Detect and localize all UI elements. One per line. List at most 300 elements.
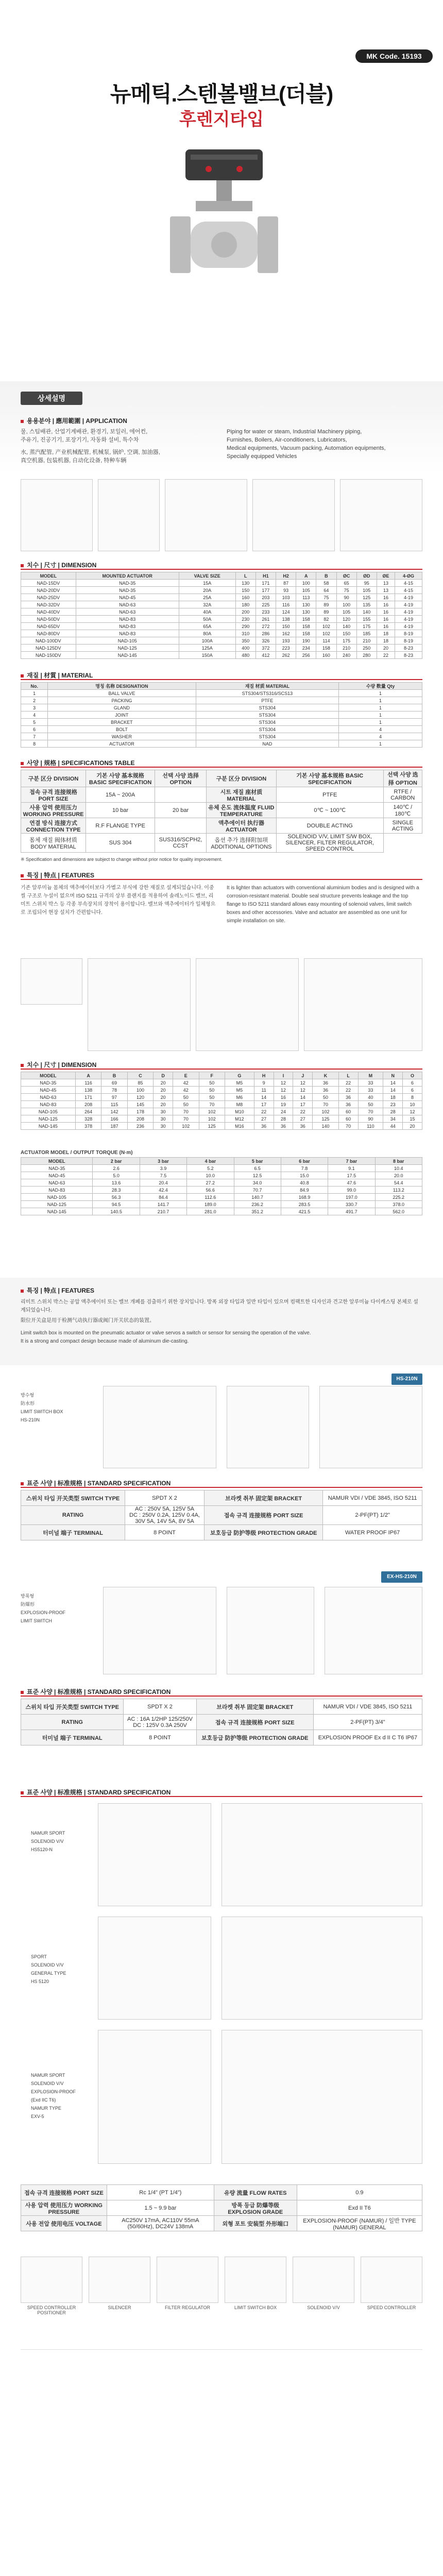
spec-cell: 스위치 타입 开关类型 SWITCH TYPE — [21, 1699, 124, 1715]
table-row — [21, 1108, 422, 1115]
spec-cell: 방폭 등급 防爆等级 EXPLOSION GRADE — [214, 2200, 297, 2216]
table-cell: 8-23 — [395, 652, 422, 659]
column-header: L — [338, 1072, 358, 1079]
table-cell: 22 — [293, 1108, 313, 1115]
table-cell: NAD-80DV — [21, 630, 76, 637]
spec-cell: 10 bar — [86, 803, 155, 818]
spec-cell: NAMUR VDI / VDE 3845, ISO 5211 — [313, 1699, 422, 1715]
table-cell: 16 — [377, 608, 395, 616]
spec-cell: 20 bar — [155, 803, 207, 818]
table-cell: STS304 — [196, 711, 339, 719]
table-cell: NAD-100DV — [21, 637, 76, 645]
table-cell: 20 — [154, 1101, 173, 1108]
accessory-item — [21, 2257, 82, 2315]
table-cell: 82 — [316, 616, 336, 623]
table-cell: 116 — [276, 601, 296, 608]
table-cell: 36 — [254, 1123, 274, 1130]
drawing-section — [252, 479, 335, 551]
spec1-table — [21, 770, 422, 853]
table-cell: 178 — [127, 1108, 153, 1115]
table-cell: 95 — [356, 580, 377, 587]
table-cell: 256 — [296, 652, 316, 659]
table-cell: NAD-125 — [21, 1115, 76, 1123]
spec-cell: SPDT X 2 — [124, 1699, 196, 1715]
table-cell: NAD-145 — [21, 1123, 76, 1130]
table-cell: 150 — [235, 587, 255, 594]
ex-drawing-b — [325, 1587, 422, 1674]
table-cell: 33 — [358, 1087, 383, 1094]
table-cell: 140.5 — [93, 1208, 140, 1215]
table-cell: 14 — [383, 1079, 403, 1087]
table-cell: 50 — [199, 1087, 225, 1094]
spec1-heading: 사양 | 规格 | SPECIFICATIONS TABLE — [21, 758, 134, 767]
table-cell: 378.0 — [375, 1201, 422, 1208]
table-cell: 135 — [356, 601, 377, 608]
table-cell: 4 — [339, 733, 422, 740]
table-cell: NAD-35 — [21, 1165, 93, 1172]
table-cell: NAD-125DV — [21, 645, 76, 652]
table-cell: 1 — [339, 697, 422, 704]
table-cell: NAD-145 — [76, 652, 179, 659]
table-cell: 28 — [383, 1108, 403, 1115]
spec-cell: 8 POINT — [125, 1525, 205, 1540]
table-cell: 50 — [173, 1094, 199, 1101]
table-cell: 110 — [358, 1123, 383, 1130]
column-header: ØC — [336, 572, 356, 580]
table-cell: M5 — [225, 1087, 254, 1094]
product-photo-small — [98, 479, 160, 551]
table-cell: 14 — [383, 1087, 403, 1094]
table-cell: 8-19 — [395, 630, 422, 637]
table-cell: NAD-63 — [21, 1094, 76, 1101]
spec-cell — [155, 818, 207, 834]
table-cell: 1 — [339, 690, 422, 697]
spec-cell: 보호등급 防护等级 PROTECTION GRADE — [196, 1730, 313, 1745]
hs-label: 방수형 防水形 LIMIT SWITCH BOX HS-210N — [21, 1393, 63, 1422]
table-cell: NAD-50DV — [21, 616, 76, 623]
table-cell: 158 — [296, 616, 316, 623]
table-cell: 272 — [255, 623, 276, 630]
table-cell: 175 — [356, 623, 377, 630]
table-row — [21, 1187, 422, 1194]
table-cell: 12 — [293, 1087, 313, 1094]
table-cell: 13 — [377, 580, 395, 587]
table-cell: 50 — [313, 1094, 338, 1101]
solenoid-label-1: NAMUR SPORT SOLENOID V/V HS5120-N — [31, 1831, 65, 1852]
table-cell: 50 — [358, 1101, 383, 1108]
detail-tag: 상세설명 — [21, 392, 82, 405]
spec-cell: WATER PROOF IP67 — [323, 1525, 422, 1540]
table-cell: NAD-83 — [21, 1101, 76, 1108]
table-cell: 412 — [255, 652, 276, 659]
table-cell: 160 — [235, 594, 255, 601]
table-cell: 5 — [21, 719, 48, 726]
table-header-row — [21, 683, 422, 690]
ex-divider — [21, 1696, 422, 1697]
table-cell: 60 — [338, 1115, 358, 1123]
features1-heading: 특징 | 特点 | FEATURES — [21, 871, 94, 879]
accessory-item — [157, 2257, 218, 2315]
column-header: F — [199, 1072, 225, 1079]
accessory-item — [361, 2257, 422, 2315]
table-cell: WASHER — [48, 733, 196, 740]
spec-cell: 시트 재질 座材质 MATERIAL — [207, 787, 277, 803]
table-cell: 125A — [179, 645, 235, 652]
spec-cell: 접속 규격 连接规格 PORT SIZE — [204, 1506, 322, 1525]
ex-spec-heading: 표준 사양 | 标准规格 | STANDARD SPECIFICATION — [21, 1687, 171, 1696]
table-row — [21, 1079, 422, 1087]
table-cell: 75 — [316, 594, 336, 601]
spec-cell: 스위치 타입 开关类型 SWITCH TYPE — [21, 1490, 125, 1506]
table-row — [21, 601, 422, 608]
table-cell: 208 — [127, 1115, 153, 1123]
column-header: H1 — [255, 572, 276, 580]
solenoid-label-3: NAMUR SPORT SOLENOID V/V EXPLOSION-PROOF (Exd IIC T6) NAMUR TYPE EXV-5 — [31, 2073, 76, 2119]
hs-drawing-b — [319, 1386, 422, 1468]
table-cell: 105 — [356, 587, 377, 594]
table-cell: NAD-105 — [76, 637, 179, 645]
accessory-image — [89, 2257, 150, 2303]
spec-cell: 연결 방식 连接方式 CONNECTION TYPE — [21, 818, 86, 834]
table-cell: 234 — [296, 645, 316, 652]
table-cell: 16 — [377, 616, 395, 623]
table-cell: 20 — [154, 1094, 173, 1101]
table-cell: 193 — [276, 637, 296, 645]
table-cell: 102 — [313, 1108, 338, 1115]
table-cell: 17 — [293, 1101, 313, 1108]
column-header: 명칭 名称 DESIGNATION — [48, 683, 196, 690]
table-cell: 99.0 — [328, 1187, 375, 1194]
table-cell: 17.5 — [328, 1172, 375, 1179]
application-text-cn: 水, 蒸汽配管, 产业机械配管, 机械泵, 锅炉, 空调, 加油器, 真空机器, 包装机器, 自动化设备, 特种车辆 — [21, 449, 160, 464]
spec-row — [21, 1715, 422, 1730]
solenoid-photo-1 — [98, 1803, 211, 1906]
table-cell: 3.9 — [140, 1165, 186, 1172]
spec-cell: 선택 사양 选择 OPTION — [383, 770, 422, 787]
table-cell: NAD-83 — [21, 1187, 93, 1194]
product-title: 뉴메틱.스텐볼밸브(더블) — [110, 82, 333, 106]
table-cell: 33 — [358, 1079, 383, 1087]
table-cell: 350 — [235, 637, 255, 645]
limit-features-text-cn: 限位开关盒是用于检测气动执行器或阀门开关状态的装置。 — [21, 1318, 155, 1324]
table-cell: 28 — [274, 1115, 293, 1123]
table-cell: NAD-35 — [76, 587, 179, 594]
table-cell: 87 — [276, 580, 296, 587]
table-cell: 58 — [316, 580, 336, 587]
column-header: K — [313, 1072, 338, 1079]
table-cell: 20.0 — [375, 1172, 422, 1179]
spec1-table-wrap — [21, 770, 422, 853]
table-cell: JOINT — [48, 711, 196, 719]
spec-cell: 선택 사양 选择 OPTION — [155, 770, 207, 787]
table-cell: 236 — [127, 1123, 153, 1130]
hs-photo — [103, 1386, 216, 1468]
table-cell: 22 — [338, 1079, 358, 1087]
table-cell: 54.4 — [375, 1179, 422, 1187]
spec-cell: 접속 규격 连接规格 PORT SIZE — [196, 1715, 313, 1730]
column-header: E — [173, 1072, 199, 1079]
table-cell: 4 — [21, 711, 48, 719]
ex-photo — [103, 1587, 216, 1674]
spec-cell: SINGLE ACTING — [383, 818, 422, 834]
valve-product-image — [165, 139, 283, 294]
table-cell: NAD-145 — [21, 1208, 93, 1215]
table-cell: 145 — [127, 1101, 153, 1108]
table-cell: 23 — [383, 1101, 403, 1108]
table-cell: 142 — [101, 1108, 127, 1115]
solenoid-drawing-2 — [222, 1917, 422, 2020]
column-header: No. — [21, 683, 48, 690]
spec-cell: 외형 포트 安装型 外形端口 — [214, 2216, 297, 2231]
column-header: A — [296, 572, 316, 580]
table-cell: 130 — [235, 580, 255, 587]
table-cell: 102 — [199, 1115, 225, 1123]
table-cell: 27 — [293, 1115, 313, 1123]
accessory-label: SPEED CONTROLLER POSITIONER — [27, 2305, 76, 2315]
table-cell: M16 — [225, 1123, 254, 1130]
table-cell: 2.6 — [93, 1165, 140, 1172]
table-cell: NAD-63 — [76, 601, 179, 608]
table-cell: NAD-65DV — [21, 623, 76, 630]
solenoid-drawing-3 — [222, 2030, 422, 2164]
table-cell: 4-19 — [395, 608, 422, 616]
column-header: MODEL — [21, 572, 76, 580]
table-cell: 421.5 — [281, 1208, 328, 1215]
table-cell: 223 — [276, 645, 296, 652]
material-table-wrap — [21, 682, 422, 748]
accessory-image — [225, 2257, 286, 2303]
table-cell: 15A — [179, 580, 235, 587]
table-cell: 125 — [313, 1115, 338, 1123]
table-cell: 264 — [75, 1108, 101, 1115]
column-header: D — [154, 1072, 173, 1079]
spec-cell: 접속 규격 连接规格 PORT SIZE — [21, 2185, 107, 2200]
table-cell: 22 — [338, 1087, 358, 1094]
spec-row — [21, 1490, 422, 1506]
accessory-image — [361, 2257, 422, 2303]
table-cell: 187 — [101, 1123, 127, 1130]
table-cell: 230 — [235, 616, 255, 623]
table-cell: 16 — [377, 594, 395, 601]
spec-cell: 140℃ / 180℃ — [383, 803, 422, 818]
ex-badge: EX-HS-210N — [381, 1571, 422, 1583]
table-cell: 130 — [296, 608, 316, 616]
table-cell: 9.1 — [328, 1165, 375, 1172]
spec-cell: 0.9 — [297, 2185, 422, 2200]
table-cell: STS304 — [196, 719, 339, 726]
table-cell: 124 — [276, 608, 296, 616]
table-row — [21, 704, 422, 711]
table-cell: 97 — [101, 1094, 127, 1101]
hs-table-wrap — [21, 1490, 422, 1540]
table-cell: 15.0 — [281, 1172, 328, 1179]
table-cell: 1 — [339, 711, 422, 719]
table-cell: 210.7 — [140, 1208, 186, 1215]
table-cell: 113.2 — [375, 1187, 422, 1194]
table-cell: 171 — [75, 1094, 101, 1101]
table-cell: 3 — [21, 704, 48, 711]
table-cell: 208 — [75, 1101, 101, 1108]
table-cell: 160 — [316, 652, 336, 659]
spec-cell: 1.5 ~ 9.9 bar — [107, 2200, 214, 2216]
torque-table-wrap — [21, 1149, 422, 1215]
table-cell: 175 — [336, 637, 356, 645]
column-header: 4-ØG — [395, 572, 422, 580]
table-cell: NAD-45 — [76, 594, 179, 601]
table-cell: 125 — [199, 1123, 225, 1130]
table-cell: M5 — [225, 1079, 254, 1087]
table-cell: 114 — [316, 637, 336, 645]
table-cell: 17 — [254, 1101, 274, 1108]
spec-cell: 0℃ ~ 100℃ — [276, 803, 383, 818]
table-cell: 1 — [21, 690, 48, 697]
table-cell: 4-15 — [395, 580, 422, 587]
application-text-kr: 물, 스팀배관, 산업기계배관, 환경기, 보일러, 에어컨, 주유기, 진공기기, 포장기기, 자동화 설비, 특수차 — [21, 429, 148, 443]
table-cell: 64 — [316, 587, 336, 594]
spec-cell: AC : 16A 1/2HP 125/250V DC : 125V 0.3A 250V — [124, 1715, 196, 1730]
table-row — [21, 1101, 422, 1108]
table-cell: 20 — [377, 645, 395, 652]
column-header: O — [403, 1072, 422, 1079]
table-cell: 203 — [255, 594, 276, 601]
application-heading: 용용분야 | 應用範圍 | APPLICATION — [21, 416, 127, 425]
table-cell: 20A — [179, 587, 235, 594]
spec-cell: SUS 304 — [86, 834, 155, 853]
accessory-image — [21, 2257, 82, 2303]
table-cell: 40.8 — [281, 1179, 328, 1187]
column-header: 수량 数量 Qty — [339, 683, 422, 690]
table-row — [21, 1165, 422, 1172]
table-row — [21, 690, 422, 697]
dimension2-table-wrap — [21, 1072, 422, 1130]
table-cell: GLAND — [48, 704, 196, 711]
table-cell: 27 — [254, 1115, 274, 1123]
spec-cell: 기본 사양 基本规格 BASIC SPECIFICATION — [276, 770, 383, 787]
table-cell: 166 — [101, 1115, 127, 1123]
solenoid-photo-3 — [98, 2030, 211, 2164]
spec-cell: 브라켓 취부 固定架 BRACKET — [196, 1699, 313, 1715]
accessory-label: SOLENOID V/V — [307, 2305, 340, 2310]
spec-cell — [155, 787, 207, 803]
accessory-label: FILTER REGULATOR — [164, 2305, 210, 2310]
table-cell: 10.4 — [375, 1165, 422, 1172]
table-row — [21, 637, 422, 645]
spec-row — [21, 770, 422, 787]
table-cell: 70 — [338, 1123, 358, 1130]
table-cell: 140.7 — [234, 1194, 281, 1201]
product-subtitle: 후렌지타입 — [179, 110, 264, 129]
material-heading: 재질 | 材質 | MATERIAL — [21, 671, 93, 680]
table-cell: 105 — [336, 608, 356, 616]
table-cell: 12 — [274, 1079, 293, 1087]
table-cell: 13 — [377, 587, 395, 594]
spec-cell: 접속 규격 连接规格 PORT SIZE — [21, 787, 86, 803]
dimension2-divider — [21, 1069, 422, 1070]
table-cell: 138 — [75, 1087, 101, 1094]
column-header: 4 bar — [187, 1158, 234, 1165]
table-cell: 30 — [154, 1123, 173, 1130]
table-cell: 13.6 — [93, 1179, 140, 1187]
table-cell: 210 — [336, 645, 356, 652]
table-cell: 9 — [254, 1079, 274, 1087]
table-cell: 400 — [235, 645, 255, 652]
spec-cell: RATING — [21, 1715, 124, 1730]
spec-cell: 2-PF(PT) 3/4" — [313, 1715, 422, 1730]
ex-table-wrap — [21, 1699, 422, 1745]
table-cell: 1 — [339, 740, 422, 748]
table-cell: 4-19 — [395, 623, 422, 630]
table-cell: 262 — [276, 652, 296, 659]
table-cell: 19 — [274, 1101, 293, 1108]
table-cell: 70 — [199, 1101, 225, 1108]
table-cell: NAD-125 — [21, 1201, 93, 1208]
hs-spec-heading: 표준 사양 | 标准规格 | STANDARD SPECIFICATION — [21, 1479, 171, 1487]
table-cell: 20.4 — [140, 1179, 186, 1187]
spec-cell: 액추에이터 执行器 ACTUATOR — [207, 818, 277, 834]
material-divider — [21, 679, 422, 680]
table-cell: 12 — [274, 1087, 293, 1094]
dimension1-heading: 치수 | 尺寸 | DIMENSION — [21, 561, 96, 569]
spec-cell: 옵션 추가 选择附加项 ADDITIONAL OPTIONS — [207, 834, 277, 853]
table-cell: 330.7 — [328, 1201, 375, 1208]
table-row — [21, 1172, 422, 1179]
spec-cell: DOUBLE ACTING — [276, 818, 383, 834]
table-cell: NAD-15DV — [21, 580, 76, 587]
table-row — [21, 587, 422, 594]
table-cell: 290 — [235, 623, 255, 630]
table-cell: 18 — [383, 1094, 403, 1101]
table-cell: STS304 — [196, 733, 339, 740]
application-text-en: Piping for water or steam, Industrial Machinery piping, Furnishes, Boilers, Air-conditioners, Lubricators, Medical equipments, Vacuum packing, Automation equipments, Specially equipped Vehicles — [227, 429, 386, 460]
table-cell: 102 — [199, 1108, 225, 1115]
solenoid-photo-2 — [98, 1917, 211, 2020]
table-cell: 120 — [336, 616, 356, 623]
features1-divider — [21, 879, 422, 880]
table-cell: 155 — [356, 616, 377, 623]
table-cell: 78 — [101, 1087, 127, 1094]
table-cell: M6 — [225, 1094, 254, 1101]
spec-cell: AC : 250V 5A, 125V 5A DC : 250V 0.2A, 125V 0.4A, 30V 5A, 14V 5A, 8V 5A — [125, 1506, 205, 1525]
table-cell: 89 — [316, 601, 336, 608]
table-cell: 5.0 — [93, 1172, 140, 1179]
table-cell: 112.6 — [187, 1194, 234, 1201]
accessory-label: SILENCER — [108, 2305, 131, 2310]
column-header: I — [274, 1072, 293, 1079]
ex-label: 방폭형 防爆形 EXPLOSION-PROOF LIMIT SWITCH — [21, 1594, 66, 1623]
spec-row — [21, 1730, 422, 1745]
table-cell: 18 — [377, 637, 395, 645]
table-row — [21, 733, 422, 740]
table-cell: 240 — [336, 652, 356, 659]
column-header: H — [254, 1072, 274, 1079]
table-cell: 138 — [276, 616, 296, 623]
table-cell: 14 — [254, 1094, 274, 1101]
table-cell: NAD-125 — [76, 645, 179, 652]
table-cell: 7 — [21, 733, 48, 740]
spec-cell: NAMUR VDI / VDE 3845, ISO 5211 — [323, 1490, 422, 1506]
table-row — [21, 608, 422, 616]
spec-cell: RATING — [21, 1506, 125, 1525]
spec-cell: AC250V 17mA, AC110V 55mA (50/60Hz), DC24V 138mA — [107, 2216, 214, 2231]
accessory-image — [293, 2257, 354, 2303]
table-cell: 20 — [403, 1123, 422, 1130]
table-cell: 16 — [377, 601, 395, 608]
spec1-note: ※ Specification and dimensions are subject to change without prior notice for quality improvement. — [21, 857, 223, 862]
table-cell: 34 — [383, 1115, 403, 1123]
table-row — [21, 1094, 422, 1101]
table-cell: 12 — [403, 1108, 422, 1115]
table-row — [21, 1201, 422, 1208]
